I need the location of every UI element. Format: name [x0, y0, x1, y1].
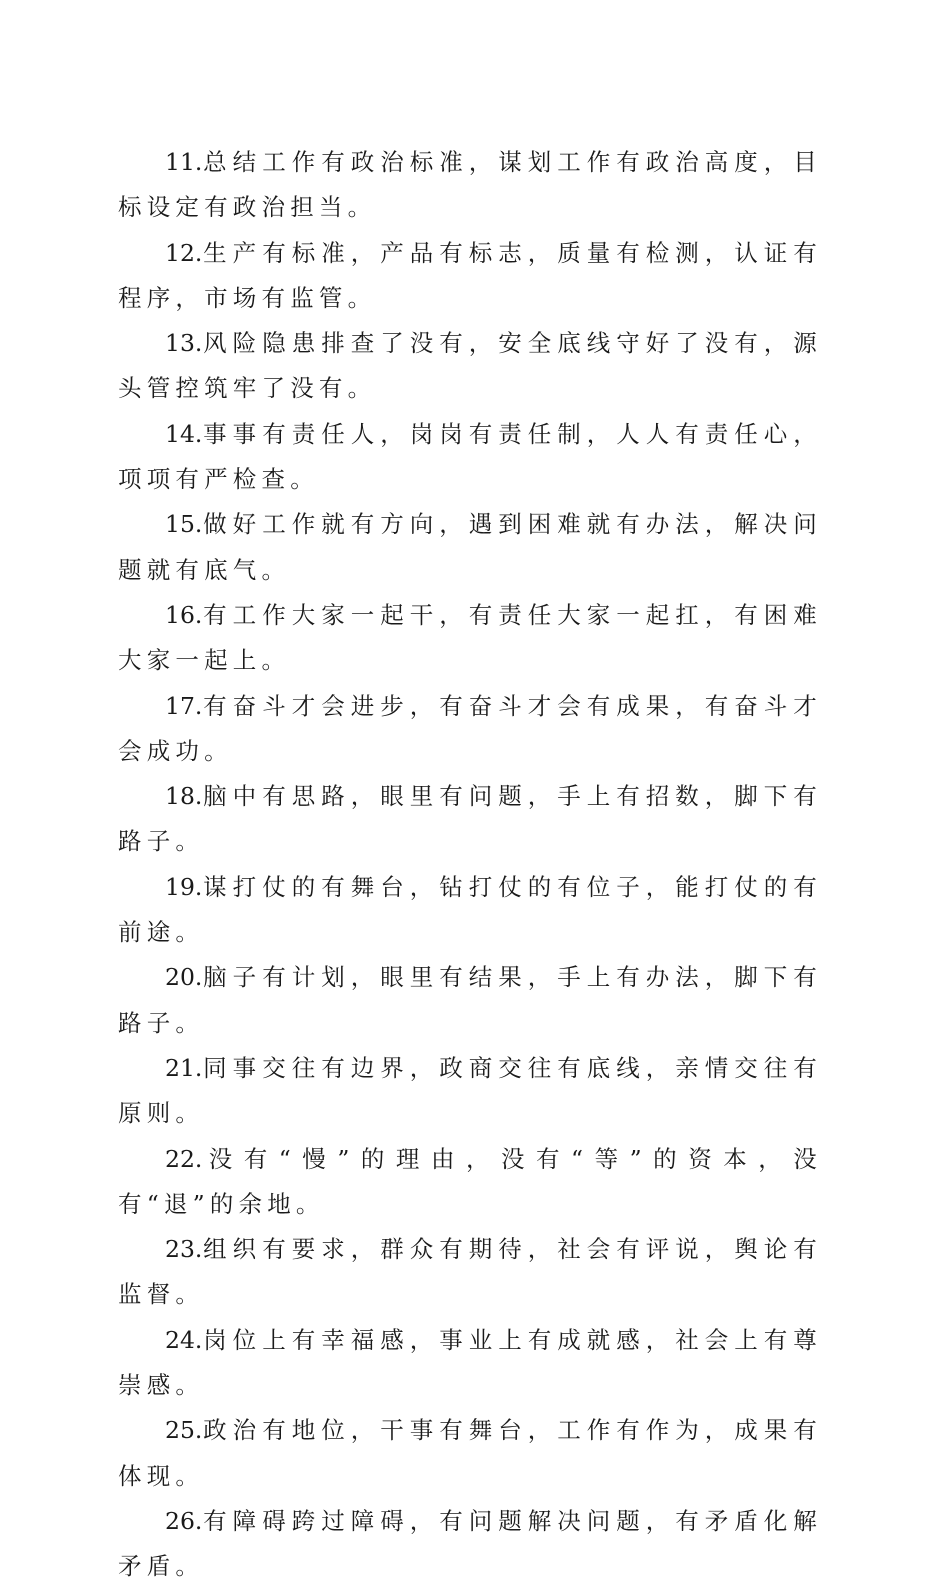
item-text: 做好工作就有方向，遇到困难就有办法，解决问题就有底气。 — [118, 510, 822, 584]
item-number: 15. — [165, 510, 203, 539]
item-number: 14. — [165, 419, 203, 448]
list-item — [118, 1318, 822, 1409]
item-number: 16. — [165, 600, 203, 629]
item-number: 11. — [165, 148, 203, 176]
item-number: 26. — [165, 1506, 203, 1535]
item-text: 政治有地位，干事有舞台，工作有作为，成果有体现。 — [118, 1416, 822, 1490]
list-item — [118, 412, 822, 503]
item-text: 有工作大家一起干，有责任大家一起扛，有困难大家一起上。 — [118, 600, 822, 675]
item-number: 18. — [165, 782, 203, 811]
list-item — [118, 865, 822, 956]
document-body — [118, 140, 822, 1590]
item-number: 24. — [165, 1325, 203, 1354]
item-text: 事事有责任人，岗岗有责任制，人人有责任心，项项有严检查。 — [118, 419, 822, 494]
list-item — [118, 321, 822, 412]
item-text: 同事交往有边界，政商交往有底线，亲情交往有原则。 — [118, 1053, 822, 1128]
list-item — [118, 1227, 822, 1318]
item-number: 20. — [165, 963, 203, 992]
list-item — [118, 1408, 822, 1499]
item-text: 脑中有思路，眼里有问题，手上有招数，脚下有路子。 — [118, 782, 822, 856]
item-text: 有障碍跨过障碍，有问题解决问题，有矛盾化解矛盾。 — [118, 1506, 822, 1581]
list-item — [118, 1137, 822, 1228]
list-item — [118, 502, 822, 593]
item-text: 岗位上有幸福感，事业上有成就感，社会上有尊崇感。 — [118, 1325, 822, 1400]
item-text: 脑子有计划，眼里有结果，手上有办法，脚下有路子。 — [118, 963, 822, 1037]
item-text: 风险隐患排查了没有，安全底线守好了没有，源头管控筑牢了没有。 — [118, 329, 822, 403]
list-item — [118, 593, 822, 684]
item-text: 组织有要求，群众有期待，社会有评说，舆论有监督。 — [118, 1235, 822, 1309]
list-item — [118, 1046, 822, 1137]
item-number: 19. — [165, 872, 203, 901]
item-number: 13. — [165, 329, 203, 358]
item-text: 没有“慢”的理由，没有“等”的资本，没有“退”的余地。 — [118, 1144, 822, 1218]
list-item — [118, 231, 822, 322]
item-text: 生产有标准，产品有标志，质量有检测，认证有程序，市场有监管。 — [118, 238, 822, 312]
list-item — [118, 684, 822, 775]
list-item — [118, 1499, 822, 1590]
item-number: 21. — [165, 1053, 203, 1082]
item-text: 总结工作有政治标准，谋划工作有政治高度，目标设定有政治担当。 — [118, 148, 822, 222]
list-item — [118, 955, 822, 1046]
list-item — [118, 140, 822, 231]
item-text: 谋打仗的有舞台，钻打仗的有位子，能打仗的有前途。 — [118, 872, 822, 947]
item-number: 25. — [165, 1416, 203, 1445]
item-text: 有奋斗才会进步，有奋斗才会有成果，有奋斗才会成功。 — [118, 691, 822, 765]
list-item — [118, 774, 822, 865]
item-number: 22. — [165, 1144, 203, 1173]
item-number: 12. — [165, 238, 203, 267]
item-number: 23. — [165, 1235, 203, 1264]
item-number: 17. — [165, 691, 203, 720]
